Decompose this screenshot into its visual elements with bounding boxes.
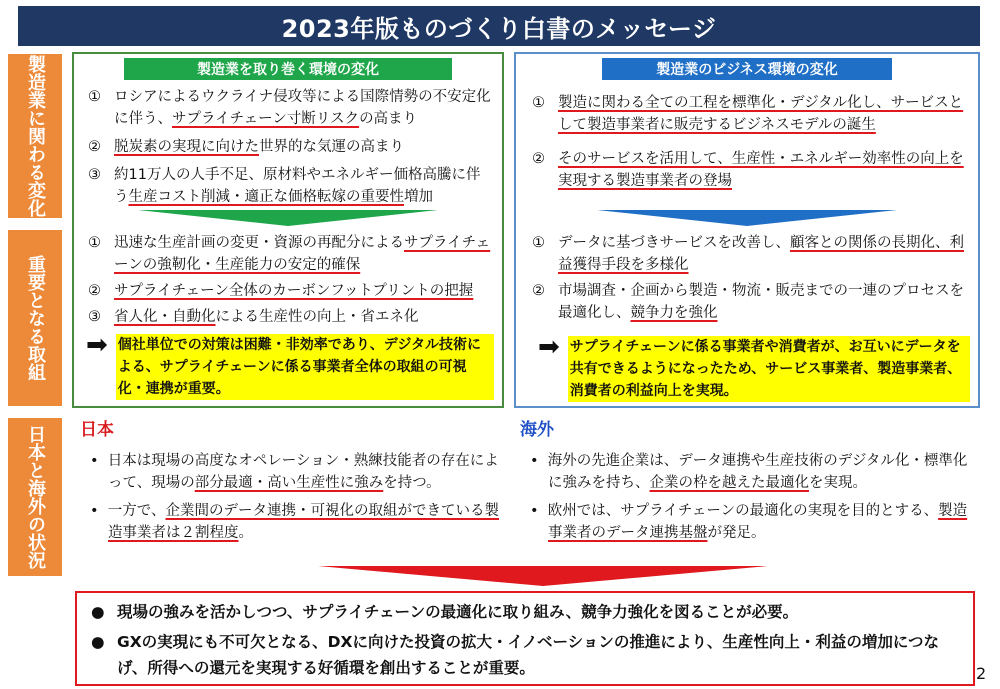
side-label-status: 日本と海外の状況 (8, 418, 62, 576)
right-callout (516, 324, 978, 402)
left-action-2: ② サプライチェーン全体のカーボンフットプリントの把握 (88, 283, 474, 299)
overseas-bullet-2: • 欧州では、サプライチェーンの最適化の実現を目的とする、製造事業者のデータ連携基盤が発足。 (530, 503, 968, 541)
page-number: 2 (976, 664, 987, 683)
japan-bullet-1: • 日本は現場の高度なオペレーション・熟練技能者の存在によって、現場の部分最適・高い生産性に強みを持つ。 (90, 453, 499, 491)
overseas-heading: 海外 (520, 420, 554, 440)
right-change-2: ② そのサービスを活用して、生産性・エネルギー効率性の向上を実現する製造事業者の登場 (532, 151, 964, 189)
right-arrow-icon: ➡ (538, 332, 560, 362)
right-panel (514, 52, 980, 408)
side-label-changes: 製造業に関わる変化 (8, 54, 62, 218)
side-label-actions: 重要となる取組 (8, 230, 62, 406)
right-panel-header: 製造業のビジネス環境の変化 (602, 58, 892, 80)
red-down-arrow (318, 566, 768, 586)
left-action-1: ① 迅速な生産計画の変更・資源の再配分によるサプライチェーンの強靭化・生産能力の安定的確保 (88, 235, 491, 273)
left-changes (74, 80, 502, 208)
left-panel-header: 製造業を取り巻く環境の変化 (124, 58, 452, 80)
green-down-arrow (138, 210, 438, 226)
conclusion-2: ● GXの実現にも不可欠となる、DXに向けた投資の拡大・イノベーションの推進により、生産性向上・利益の増加につなげ、所得への還元を実現する好循環を創出することが重要。 (91, 633, 940, 677)
left-change-3: ③ 約11万人の人手不足、原材料やエネルギー価格高騰に伴う生産コスト削減・適正な価格転嫁の重要性増加 (88, 167, 481, 205)
left-change-1: ① ロシアによるウクライナ侵攻等による国際情勢の不安定化に伴う、サプライチェーン寸断リスクの高まり (88, 89, 491, 127)
japan-section (80, 418, 500, 544)
left-callout (74, 328, 502, 400)
japan-bullet-2: • 一方で、企業間のデータ連携・可視化の取組ができている製造事業者は２割程度。 (90, 503, 499, 541)
overseas-bullet-1: • 海外の先進企業は、データ連携や生産技術のデジタル化・標準化に強みを持ち、企業の枠を越えた最適化を実現。 (530, 453, 968, 491)
left-action-3: ③ 省人化・自動化による生産性の向上・省エネ化 (88, 309, 419, 325)
conclusion-box (75, 591, 975, 686)
japan-heading: 日本 (80, 420, 114, 440)
blue-down-arrow (597, 210, 897, 226)
right-action-1: ① データに基づきサービスを改善し、顧客との関係の長期化、利益獲得手段を多様化 (532, 235, 964, 273)
left-change-2: ② 脱炭素の実現に向けた世界的な気運の高まり (88, 139, 404, 155)
right-actions (516, 226, 978, 324)
page-title: 2023年版ものづくり白書のメッセージ (18, 6, 980, 46)
right-change-1: ① 製造に関わる全ての工程を標準化・デジタル化し、サービスとして製造事業者に販売するビジネスモデルの誕生 (532, 95, 964, 133)
left-panel (72, 52, 504, 408)
right-callout-text: サプライチェーンに係る事業者や消費者が、お互いにデータを共有できるようになったため、サービス事業者、製造事業者、消費者の利益向上を実現。 (568, 336, 970, 402)
left-actions (74, 226, 502, 328)
left-callout-text: 個社単位での対策は困難・非効率であり、デジタル技術による、サプライチェーンに係る事業者全体の取組の可視化・連携が重要。 (116, 334, 494, 400)
right-arrow-icon: ➡ (86, 330, 108, 360)
right-action-2: ② 市場調査・企画から製造・物流・販売までの一連のプロセスを最適化し、競争力を強化 (532, 283, 964, 321)
right-changes (516, 80, 978, 192)
conclusion-1: ● 現場の強みを活かしつつ、サプライチェーンの最適化に取り組み、競争力強化を図ることが必要。 (91, 603, 799, 621)
overseas-section (520, 418, 975, 544)
